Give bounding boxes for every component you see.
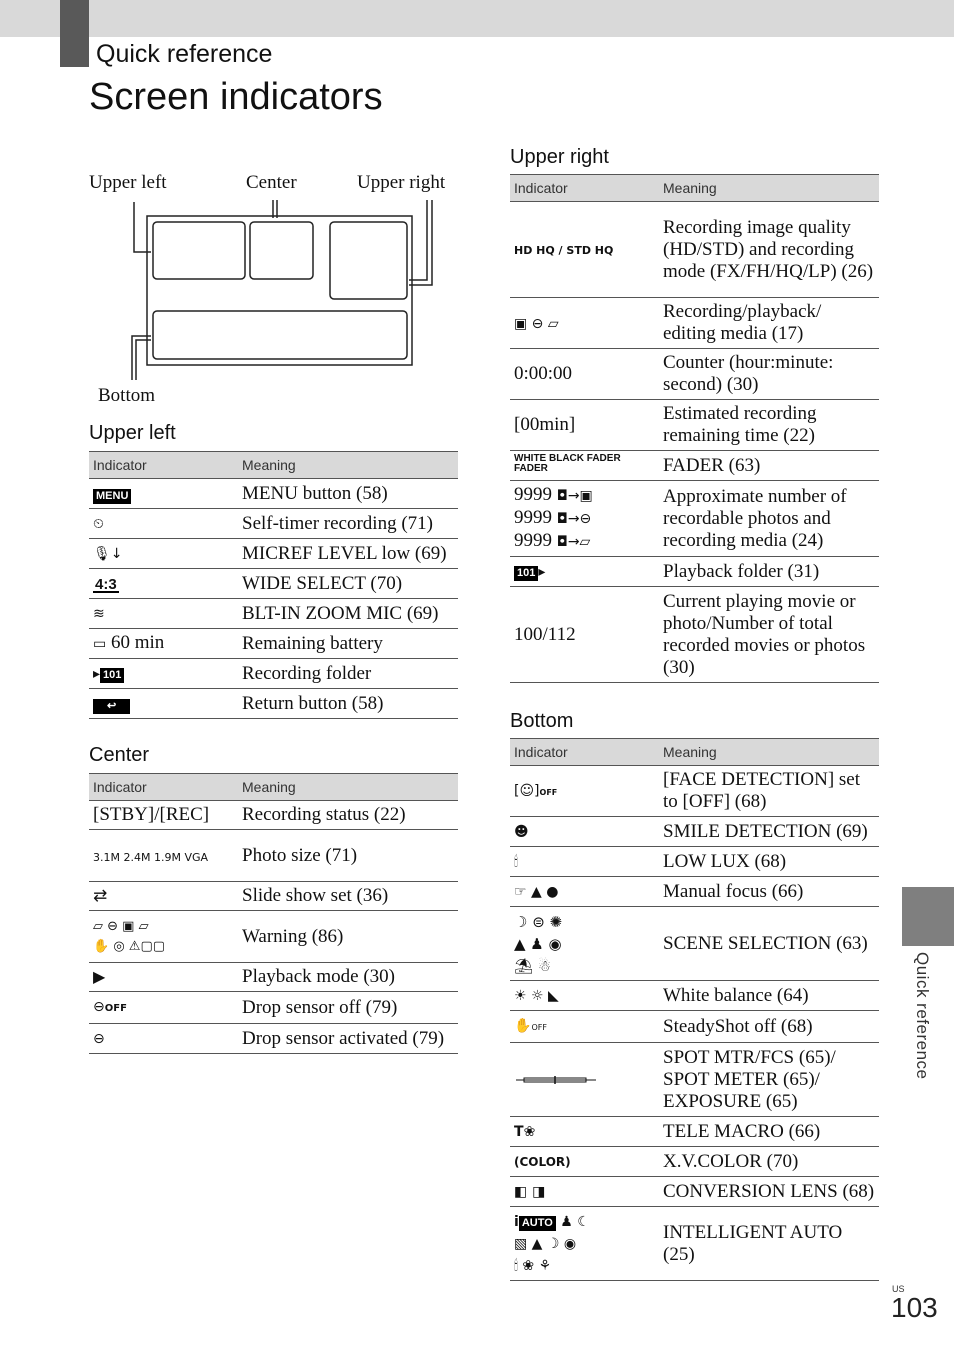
battery-icon: ▭ <box>93 636 107 652</box>
indicator-cell: [00min] <box>510 400 659 451</box>
meaning-cell: MENU button (58) <box>238 479 458 509</box>
table-row <box>89 509 458 539</box>
playback-folder-icon: 101 <box>514 566 538 581</box>
meaning-cell: White balance (64) <box>659 981 879 1011</box>
center-heading: Center <box>89 744 150 766</box>
meaning-cell: Drop sensor activated (79) <box>238 1024 458 1054</box>
tele-macro-icon: T❀ <box>514 1124 536 1140</box>
steadyshot-off-icon: ✋ <box>514 1018 532 1034</box>
menu-button-icon: MENU <box>93 489 131 504</box>
meaning-cell: X.V.COLOR (70) <box>659 1147 879 1177</box>
page-region: US <box>892 1284 905 1294</box>
table-row <box>89 801 458 830</box>
screen-diagram <box>88 170 468 410</box>
meaning-cell: SCENE SELECTION (63) <box>659 907 879 981</box>
self-timer-icon: ⏲ <box>93 516 104 532</box>
col-indicator: Indicator <box>510 175 659 202</box>
table-row <box>510 877 879 907</box>
bottom-heading: Bottom <box>510 710 574 732</box>
drop-sensor-off-icon: ⊖ <box>93 999 105 1015</box>
wide-select-icon: 4:3 <box>95 575 117 593</box>
meaning-cell: Recording/playback/ editing media (17) <box>659 298 879 349</box>
meaning-cell: SteadyShot off (68) <box>659 1011 879 1043</box>
meaning-cell: Slide show set (36) <box>238 882 458 911</box>
table-row: [☺]OFF [FACE DETECTION] set to [OFF] (68) <box>510 766 879 817</box>
upper-right-table <box>510 174 879 683</box>
play-arrow-icon: ▸ <box>538 564 546 580</box>
meaning-cell: Recording status (22) <box>238 801 458 830</box>
manual-focus-icons: ☞ ▲ ● <box>514 884 559 900</box>
table-row <box>89 911 458 963</box>
meaning-cell: TELE MACRO (66) <box>659 1117 879 1147</box>
col-meaning: Meaning <box>659 739 879 766</box>
fader-icon: WHITE BLACK FADER FADER <box>514 453 621 474</box>
face-detection-off-icon: [☺] <box>514 782 540 799</box>
table-header-row <box>510 739 879 766</box>
table-row <box>510 557 879 587</box>
page-number: 103 <box>891 1292 938 1323</box>
table-row <box>89 882 458 911</box>
drop-sensor-off-label: OFF <box>104 1003 127 1014</box>
col-meaning: Meaning <box>659 175 879 202</box>
table-row <box>510 451 879 481</box>
meaning-cell: FADER (63) <box>659 451 879 481</box>
meaning-cell: Warning (86) <box>238 911 458 963</box>
return-button-icon: ↩ <box>93 699 130 714</box>
table-row <box>510 349 879 400</box>
col-indicator: Indicator <box>89 774 238 801</box>
meaning-cell: Estimated recording remaining time (22) <box>659 400 879 451</box>
table-row <box>89 830 458 882</box>
indicator-cell: 100/112 <box>510 587 659 683</box>
zoom-mic-icon: ≋ <box>93 606 105 622</box>
table-row <box>510 817 879 847</box>
xvcolor-icon: (COLOR) <box>514 1155 571 1169</box>
meaning-cell: Remaining battery <box>238 629 458 659</box>
meaning-cell: SPOT MTR/FCS (65)/ SPOT METER (65)/ EXPOSURE (65) <box>659 1043 879 1117</box>
micref-low-icon: 🎙↓ <box>93 546 123 562</box>
meaning-cell: Manual focus (66) <box>659 877 879 907</box>
table-row <box>510 981 879 1011</box>
side-tab-label: Quick reference <box>913 952 932 1080</box>
upper-left-table <box>89 451 458 719</box>
meaning-cell: INTELLIGENT AUTO (25) <box>659 1207 879 1281</box>
battery-value: 60 min <box>110 632 165 653</box>
page-title: Screen indicators <box>89 76 383 118</box>
table-row <box>510 1147 879 1177</box>
meaning-cell: Approximate number of recordable photos and recording media (24) <box>659 481 879 557</box>
table-header-row <box>89 774 458 801</box>
table-row <box>89 539 458 569</box>
table-row <box>89 479 458 509</box>
spot-meter-bar-icon <box>514 1075 598 1085</box>
table-row <box>510 1117 879 1147</box>
table-row <box>89 629 458 659</box>
diagram-label-bottom: Bottom <box>98 385 156 406</box>
recording-folder-icon: 101 <box>100 668 124 683</box>
table-row <box>510 1177 879 1207</box>
photo-count-icons: 9999 ◘→▣ 9999 ◘→⊖ 9999 ◘→▱ <box>514 484 593 551</box>
drop-sensor-active-icon: ⊖ <box>93 1031 105 1047</box>
table-row <box>89 992 458 1024</box>
table-row <box>510 400 879 451</box>
table-row <box>510 1207 879 1281</box>
table-row <box>89 1024 458 1054</box>
media-icons: ▣ ⊖ ▱ <box>514 315 559 332</box>
table-row <box>89 599 458 629</box>
top-block <box>60 0 89 67</box>
col-meaning: Meaning <box>238 452 458 479</box>
diagram-label-upper-right: Upper right <box>357 172 446 193</box>
table-row <box>89 963 458 992</box>
slide-show-icon: ⇄ <box>93 886 108 906</box>
meaning-cell: Self-timer recording (71) <box>238 509 458 539</box>
col-meaning: Meaning <box>238 774 458 801</box>
table-header-row <box>510 175 879 202</box>
play-arrow-icon: ▸ <box>93 666 101 682</box>
table-row <box>510 202 879 298</box>
meaning-cell: SMILE DETECTION (69) <box>659 817 879 847</box>
meaning-cell: Recording image quality (HD/STD) and recording mode (FX/FH/HQ/LP) (26) <box>659 202 879 298</box>
col-indicator: Indicator <box>89 452 238 479</box>
meaning-cell: Playback mode (30) <box>238 963 458 992</box>
indicator-cell: 0:00:00 <box>510 349 659 400</box>
col-indicator: Indicator <box>510 739 659 766</box>
meaning-cell: CONVERSION LENS (68) <box>659 1177 879 1207</box>
meaning-cell: Photo size (71) <box>238 830 458 882</box>
table-row <box>89 659 458 689</box>
diagram-label-upper-left: Upper left <box>89 172 167 193</box>
meaning-cell: MICREF LEVEL low (69) <box>238 539 458 569</box>
hd-std-quality-icons: HD HQ / STD HQ <box>514 243 614 257</box>
table-row <box>510 847 879 877</box>
table-row <box>510 298 879 349</box>
top-bar <box>0 0 954 37</box>
intelligent-auto-icons: i AUTO ♟ ☾ ▧ ▲ ☽ ◉ 🕯 ❀ ⚘ <box>514 1213 590 1274</box>
table-row <box>510 907 879 981</box>
meaning-cell: [FACE DETECTION] set to [OFF] (68) <box>659 766 879 817</box>
meaning-cell: WIDE SELECT (70) <box>238 569 458 599</box>
meaning-cell: Playback folder (31) <box>659 557 879 587</box>
conversion-lens-icons: ◧ ◨ <box>514 1184 546 1200</box>
meaning-cell: Drop sensor off (79) <box>238 992 458 1024</box>
section-label: Quick reference <box>96 40 273 68</box>
meaning-cell: Current playing movie or photo/Number of total recorded movies or photos (30) <box>659 587 879 683</box>
table-row <box>89 689 458 719</box>
meaning-cell: BLT-IN ZOOM MIC (69) <box>238 599 458 629</box>
meaning-cell: Return button (58) <box>238 689 458 719</box>
scene-selection-icons: ☽ ⊜ ✺ ▲ ♟ ◉ ⛱ ☃ <box>514 912 563 975</box>
meaning-cell: LOW LUX (68) <box>659 847 879 877</box>
photo-size-icons: 3.1M 2.4M 1.9M VGA <box>93 850 209 864</box>
indicator-cell: [STBY]/[REC] <box>89 801 238 830</box>
diagram-label-center: Center <box>246 172 297 193</box>
meaning-cell: Counter (hour:minute: second) (30) <box>659 349 879 400</box>
side-tab <box>902 887 954 946</box>
upper-left-heading: Upper left <box>89 422 176 444</box>
playback-mode-icon: ▶ <box>93 967 106 986</box>
table-row: ✋OFF SteadyShot off (68) <box>510 1011 879 1043</box>
smile-detection-icon: ☻ <box>514 824 529 840</box>
warning-icons: ▱ ⊖ ▣ ▱ ✋ ◎ ⚠▢▢ <box>93 918 166 954</box>
white-balance-icons: ☀ ☼ ◣ <box>514 988 559 1004</box>
center-table <box>89 773 458 1054</box>
table-row <box>510 481 879 557</box>
low-lux-icon: 🕯 <box>514 854 518 870</box>
table-row <box>89 569 458 599</box>
bottom-table <box>510 738 879 1281</box>
upper-right-heading: Upper right <box>510 146 609 168</box>
table-row <box>510 1043 879 1117</box>
table-row <box>510 587 879 683</box>
table-header-row <box>89 452 458 479</box>
meaning-cell: Recording folder <box>238 659 458 689</box>
